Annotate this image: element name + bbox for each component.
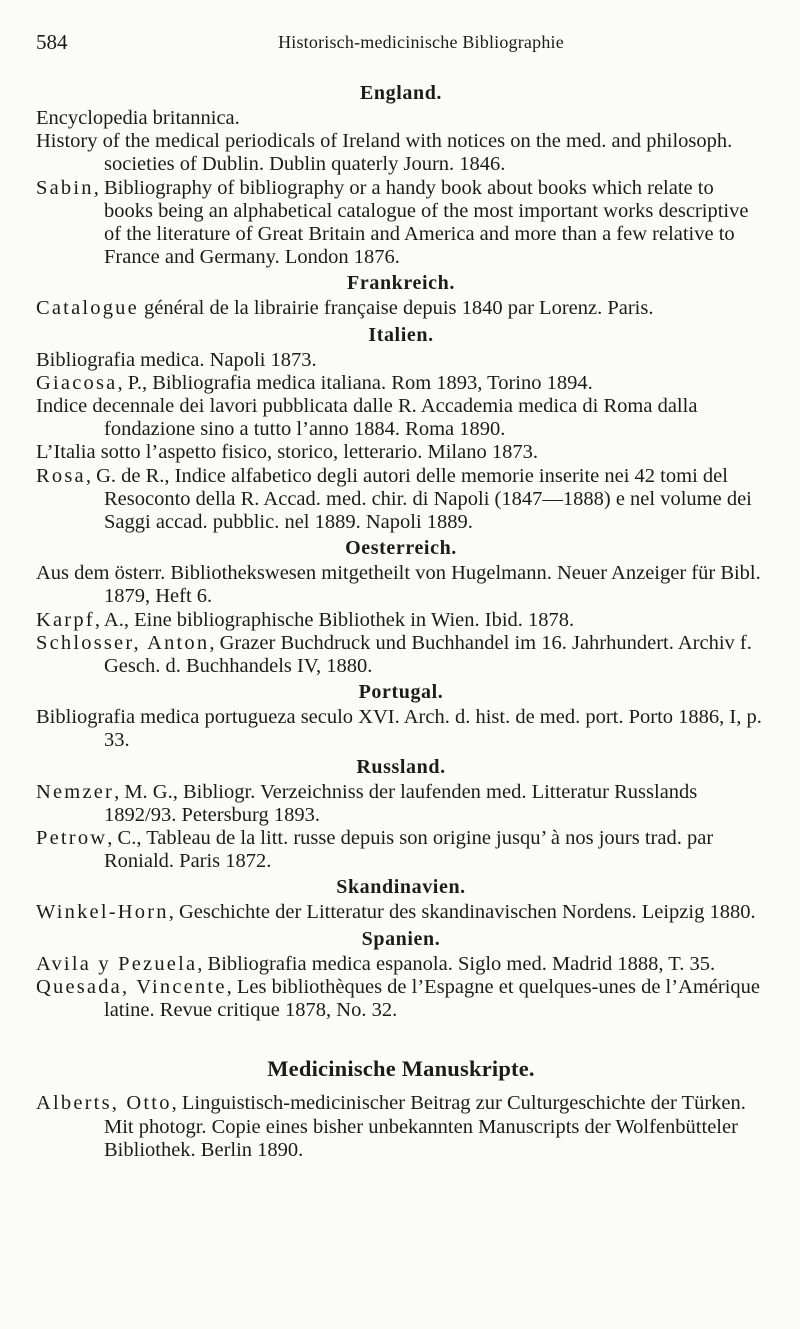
bibliography-entry: [36, 1092, 766, 1162]
entry-text: , C., Tableau de la litt. russe depuis son origine jusqu’ à nos jours trad. par Roniald. Paris 1872.: [104, 827, 714, 873]
entry-author: Alberts, Otto: [36, 1092, 172, 1115]
entry-text: Indice decennale dei lavori pubblicata dalle R. Accademia medica di Roma dalla fondazione sino a tutto l’anno 1884. Roma 1890.: [36, 395, 698, 441]
entry-text: , Geschichte der Litteratur des skandinavischen Nordens. Leipzig 1880.: [168, 901, 756, 924]
entry-author: Nemzer: [36, 780, 115, 803]
entry-text: , G. de R., Indice alfabetico degli autori delle memorie inserite nei 42 tomi del Resoconto della R. Accad. med. chir. di Napoli (1847—1888) e nel volume dei Saggi accad. pubblic. nel 1889. Napoli 1889.: [85, 464, 752, 534]
section-heading: Oesterreich.: [345, 537, 457, 560]
bibliography-entry: [36, 441, 766, 464]
section-heading: Portugal.: [358, 681, 444, 704]
bibliography-entry: [36, 562, 766, 608]
bibliography-entry: [36, 609, 766, 632]
entry-text: Bibliografia medica. Napoli 1873.: [36, 348, 317, 371]
entry-author: Karpf: [36, 608, 95, 631]
page-header: [36, 30, 766, 58]
bibliography-entry: [36, 976, 766, 1022]
bibliography-entry: [36, 130, 766, 176]
bibliography-entry: [36, 107, 766, 130]
entry-author: Winkel-Horn: [36, 901, 169, 924]
entry-author: Sabin: [36, 176, 94, 199]
entry-author: Giacosa: [36, 371, 118, 394]
bibliography-entry: [36, 349, 766, 372]
entry-text: , P., Bibliografia medica italiana. Rom 1893, Torino 1894.: [117, 371, 593, 394]
entry-text: , A., Eine bibliographische Bibliothek in Wien. Ibid. 1878.: [94, 608, 575, 631]
page-number: 584: [36, 30, 68, 54]
entry-text: , M. G., Bibliogr. Verzeichniss der laufenden med. Litteratur Russlands 1892/93. Petersburg 1893.: [104, 780, 698, 826]
entry-text: , Linguistisch-medicinischer Beitrag zur Culturgeschichte der Türken. Mit photogr. Copie eines bisher unbekannten Manuscripts der Wolfenbütteler Bibliothek. Berlin 1890.: [104, 1092, 746, 1161]
section-heading: England.: [359, 82, 443, 104]
running-title: Historisch-medicinische Bibliographie: [278, 32, 564, 52]
section-heading: Russland.: [356, 755, 446, 778]
entry-text: L’Italia sotto l’aspetto fisico, storico, letterario. Milano 1873.: [36, 441, 538, 464]
section-heading: Frankreich.: [347, 272, 455, 295]
entry-text: , Bibliography of bibliography or a handy book about books which relate to books being an alphabetical catalogue of the most important works descriptive of the literature of Great Britain and America and more than a few relative to France and Germany. London 1876.: [93, 176, 749, 269]
entry-author: Catalogue: [36, 297, 139, 320]
bibliography-content: [36, 79, 766, 1162]
bibliography-entry: [36, 465, 766, 535]
entry-text: Bibliografia medica portugueza seculo XVI. Arch. d. hist. de med. port. Porto 1886, I, p. 33.: [36, 706, 762, 752]
bibliography-entry: [36, 953, 766, 976]
entry-text: général de la librairie française depuis 1840 par Lorenz. Paris.: [138, 297, 654, 320]
entry-text: , Les bibliothèques de l’Espagne et quelques-unes de l’Amérique latine. Revue critique 1878, No. 32.: [104, 975, 761, 1022]
entry-author: Rosa: [36, 464, 86, 487]
entry-author: Quesada, Vincente: [36, 975, 227, 998]
entry-author: Schlosser, Anton: [36, 631, 210, 654]
section-heading: Italien.: [368, 323, 434, 346]
bibliography-entry: [36, 372, 766, 395]
entry-author: Petrow: [36, 827, 108, 850]
bibliography-entry: [36, 781, 766, 827]
chapter-heading: Medicinische Manuskripte.: [267, 1056, 535, 1082]
bibliography-entry: [36, 632, 766, 678]
entry-text: Aus dem österr. Bibliothekswesen mitgetheilt von Hugelmann. Neuer Anzeiger für Bibl. 1879, Heft 6.: [36, 562, 761, 608]
entry-text: Encyclopedia britannica.: [36, 107, 240, 129]
entry-text: History of the medical periodicals of Ireland with notices on the med. and philosoph. societies of Dublin. Dublin quaterly Journ. 1846.: [36, 130, 733, 176]
bibliography-entry: [36, 297, 766, 320]
section-heading: Skandinavien.: [336, 876, 466, 899]
bibliography-entry: [36, 901, 766, 924]
bibliography-entry: [36, 177, 766, 270]
bibliography-entry: [36, 706, 766, 752]
entry-text: , Grazer Buchdruck und Buchhandel im 16. Jahrhundert. Archiv f. Gesch. d. Buchhandels IV, 1880.: [104, 631, 752, 678]
section-heading: Spanien.: [361, 927, 441, 950]
entry-author: Avila y Pezuela: [36, 952, 198, 975]
bibliography-entry: [36, 395, 766, 441]
bibliography-entry: [36, 827, 766, 873]
entry-text: , Bibliografia medica espanola. Siglo med. Madrid 1888, T. 35.: [197, 952, 716, 975]
